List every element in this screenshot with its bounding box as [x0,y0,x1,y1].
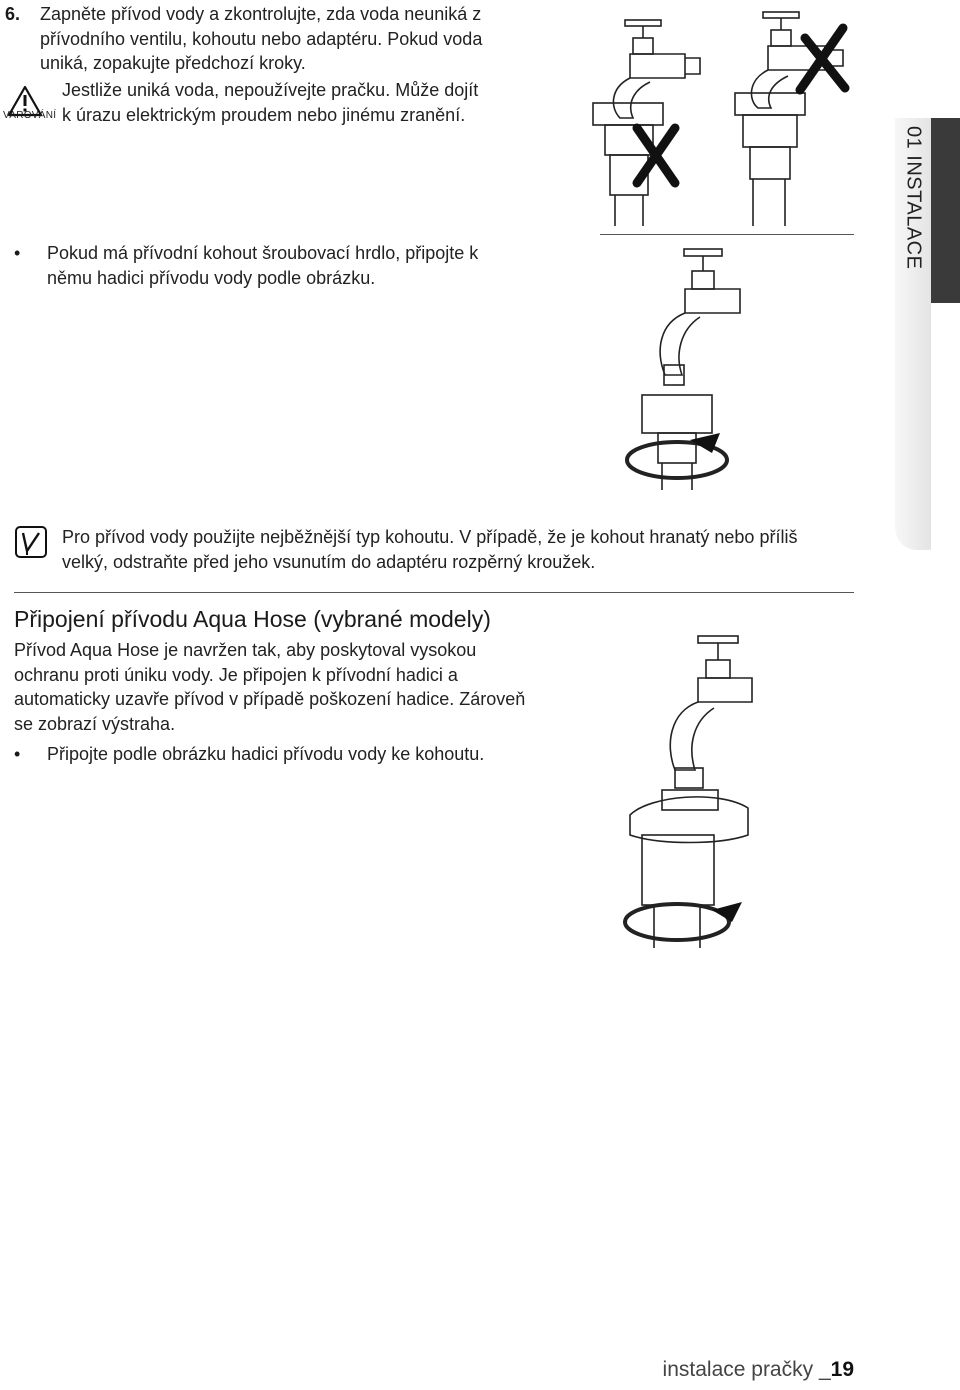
bullet-line: němu hadici přívodu vody podle obrázku. [47,267,376,288]
warning-line: Jestliže uniká voda, nepoužívejte pračku. Může dojít [62,80,479,100]
faucet-incorrect-illustration [575,8,855,228]
paragraph-line: ochranu proti úniku vody. Je připojen k přívodní hadici a [14,664,458,685]
paragraph-line: Přívod Aqua Hose je navržen tak, aby poskytoval vysokou [14,640,477,660]
bullet-text [47,241,567,290]
page-number: 19 [830,1358,854,1381]
section-heading: Připojení přívodu Aqua Hose (vybrané modely) [14,606,491,632]
footer-text: instalace pračky _ [662,1358,831,1381]
paragraph-line: automaticky uzavře přívod v případě poškození hadice. Zároveň [14,689,526,709]
bullet-text: Připojte podle obrázku hadici přívodu vody ke kohoutu. [47,744,485,764]
divider [14,592,854,593]
section-paragraph [14,638,589,736]
step-text [40,2,560,76]
warning-label: VAROVÁNÍ [3,110,57,121]
note-line: velký, odstraňte před jeho vsunutím do adaptéru rozpěrný kroužek. [62,551,596,572]
paragraph-line: se zobrazí výstraha. [14,713,176,734]
bullet-line: Pokud má přívodní kohout šroubovací hrdlo, připojte k [47,243,479,263]
aqua-hose-faucet-illustration [620,630,755,950]
step-number: 6. [5,4,21,24]
step-line: přívodního ventilu, kohoutu nebo adaptéru. Pokud voda [40,28,483,49]
warning-line: k úrazu elektrickým proudem nebo jinému zranění. [62,104,466,125]
note-line: Pro přívod vody použijte nejběžnější typ kohoutu. V případě, že je kohout hranatý nebo příliš [62,527,798,547]
faucet-threaded-illustration [620,245,750,490]
page-footer [663,1358,854,1382]
step-line: uniká, zopakujte předchozí kroky. [40,53,306,73]
divider [600,234,854,235]
bullet-icon: • [14,744,21,764]
chapter-side-label: 01 INSTALACE [902,126,925,270]
note-text [62,525,862,574]
warning-text [62,78,562,127]
note-pencil-icon [15,525,47,559]
bullet-icon: • [14,243,21,263]
step-line: Zapněte přívod vody a zkontrolujte, zda voda neuniká z [40,4,482,24]
